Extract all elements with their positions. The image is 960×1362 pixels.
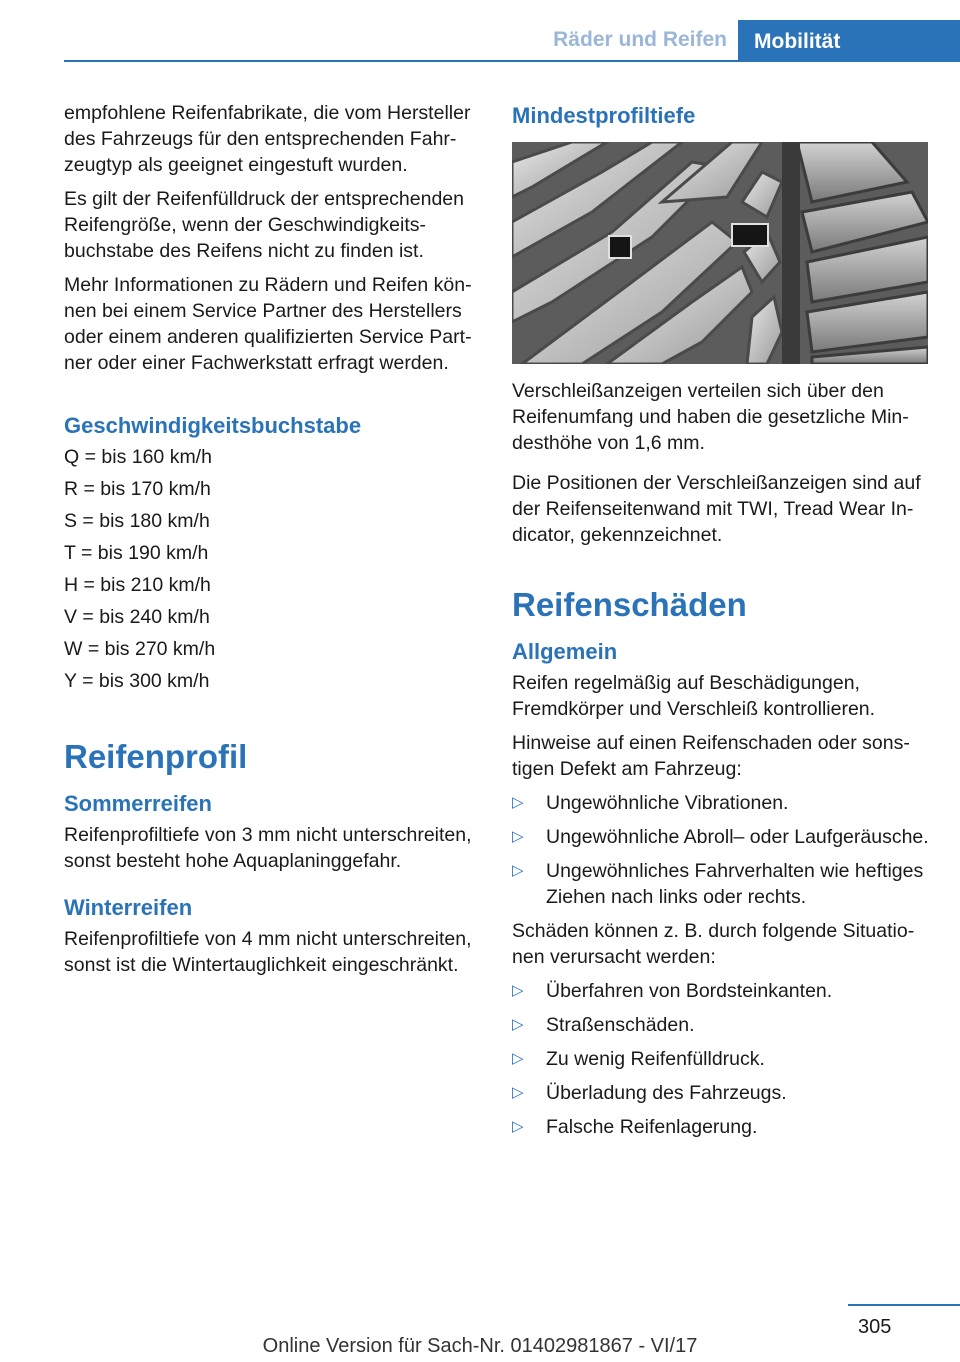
speed-item: H = bis 210 km/h (64, 574, 211, 596)
hint-text: Hinweise auf einen Reifenschaden oder sonstigen Defekt am Fahrzeug: (512, 732, 910, 780)
damage-title: Reifenschäden (512, 586, 747, 623)
triangle-right-icon: ▷ (512, 828, 524, 845)
left-column (64, 100, 484, 986)
min-depth-text-1: Verschleißanzeigen verteilen sich über den Reifenumfang und haben die gesetzliche Mindesthöhe von 1,6 mm. (512, 380, 909, 454)
right-column (512, 100, 932, 1148)
footer-divider (848, 1304, 960, 1306)
speed-item: V = bis 240 km/h (64, 606, 210, 628)
winter-heading: Winterreifen (64, 895, 193, 920)
tire-tread-illustration (512, 142, 928, 364)
list-item-text: Zu wenig Reifenfülldruck. (546, 1048, 765, 1070)
section-tab: Mobilität (738, 20, 960, 62)
triangle-right-icon: ▷ (512, 1084, 524, 1101)
speed-item: W = bis 270 km/h (64, 638, 216, 660)
intro-paragraph-2: Es gilt der Reifenfülldruck der entsprechenden Reifengröße, wenn der Geschwindigkeitsbuchstabe des Reifens nicht zu finden ist. (64, 188, 464, 262)
online-version-note: Online Version für Sach-Nr. 01402981867 - VI/17 (262, 1335, 698, 1357)
profile-title: Reifenprofil (64, 738, 248, 775)
page-number: 305 (858, 1316, 892, 1338)
summer-text: Reifenprofiltiefe von 3 mm nicht unterschreiten, sonst besteht hohe Aquaplaninggefahr. (64, 824, 472, 872)
list-item (512, 1114, 932, 1140)
list-item-text: Ungewöhnliches Fahrverhalten wie heftiges Ziehen nach links oder rechts. (546, 860, 924, 908)
list-item (512, 1080, 932, 1106)
page-header (0, 0, 960, 62)
speed-heading: Geschwindigkeitsbuchstabe (64, 413, 362, 438)
list-item-text: Überladung des Fahrzeugs. (546, 1082, 787, 1104)
cause-text: Schäden können z. B. durch folgende Situationen verursacht werden: (512, 920, 915, 968)
general-text: Reifen regelmäßig auf Beschädigungen, Fremdkörper und Verschleiß kontrollieren. (512, 672, 876, 720)
speed-item: S = bis 180 km/h (64, 510, 210, 532)
general-heading: Allgemein (512, 639, 618, 664)
speed-item: Y = bis 300 km/h (64, 670, 210, 692)
min-depth-heading: Mindestprofiltiefe (512, 103, 696, 128)
list-item (512, 1012, 932, 1038)
min-depth-text-2: Die Positionen der Verschleißanzeigen sind auf der Reifenseitenwand mit TWI, Tread Wear Indicator, gekennzeichnet. (512, 472, 921, 546)
triangle-right-icon: ▷ (512, 982, 524, 999)
intro-paragraph-3: Mehr Informationen zu Rädern und Reifen können bei einem Service Partner des Herstellers oder einem anderen qualifizierten Service Partner oder einer Fachwerkstatt erfragt werden. (64, 274, 472, 374)
list-item-text: Ungewöhnliche Vibrationen. (546, 792, 789, 814)
triangle-right-icon: ▷ (512, 794, 524, 811)
intro-paragraph-1: empfohlene Reifenfabrikate, die vom Hersteller des Fahrzeugs für den entsprechenden Fahrzeugtyp als geeignet eingestuft wurden. (64, 102, 471, 176)
winter-text: Reifenprofiltiefe von 4 mm nicht unterschreiten, sonst ist die Wintertauglichkeit eingeschränkt. (64, 928, 472, 976)
triangle-right-icon: ▷ (512, 862, 524, 879)
list-item (512, 858, 932, 910)
list-item-text: Falsche Reifenlagerung. (546, 1116, 758, 1138)
triangle-right-icon: ▷ (512, 1016, 524, 1033)
hint-list (512, 790, 932, 910)
list-item-text: Straßenschäden. (546, 1014, 695, 1036)
speed-item: R = bis 170 km/h (64, 478, 211, 500)
triangle-right-icon: ▷ (512, 1050, 524, 1067)
list-item (512, 1046, 932, 1072)
speed-list (64, 444, 484, 694)
list-item (512, 790, 932, 816)
triangle-right-icon: ▷ (512, 1118, 524, 1135)
header-divider (64, 60, 960, 62)
list-item (512, 824, 932, 850)
list-item (512, 978, 932, 1004)
list-item-text: Überfahren von Bordsteinkanten. (546, 980, 833, 1002)
list-item-text: Ungewöhnliche Abroll– oder Laufgeräusche. (546, 826, 929, 848)
cause-list (512, 978, 932, 1140)
speed-item: Q = bis 160 km/h (64, 446, 212, 468)
summer-heading: Sommerreifen (64, 791, 212, 816)
breadcrumb: Räder und Reifen (553, 28, 727, 51)
speed-item: T = bis 190 km/h (64, 542, 209, 564)
